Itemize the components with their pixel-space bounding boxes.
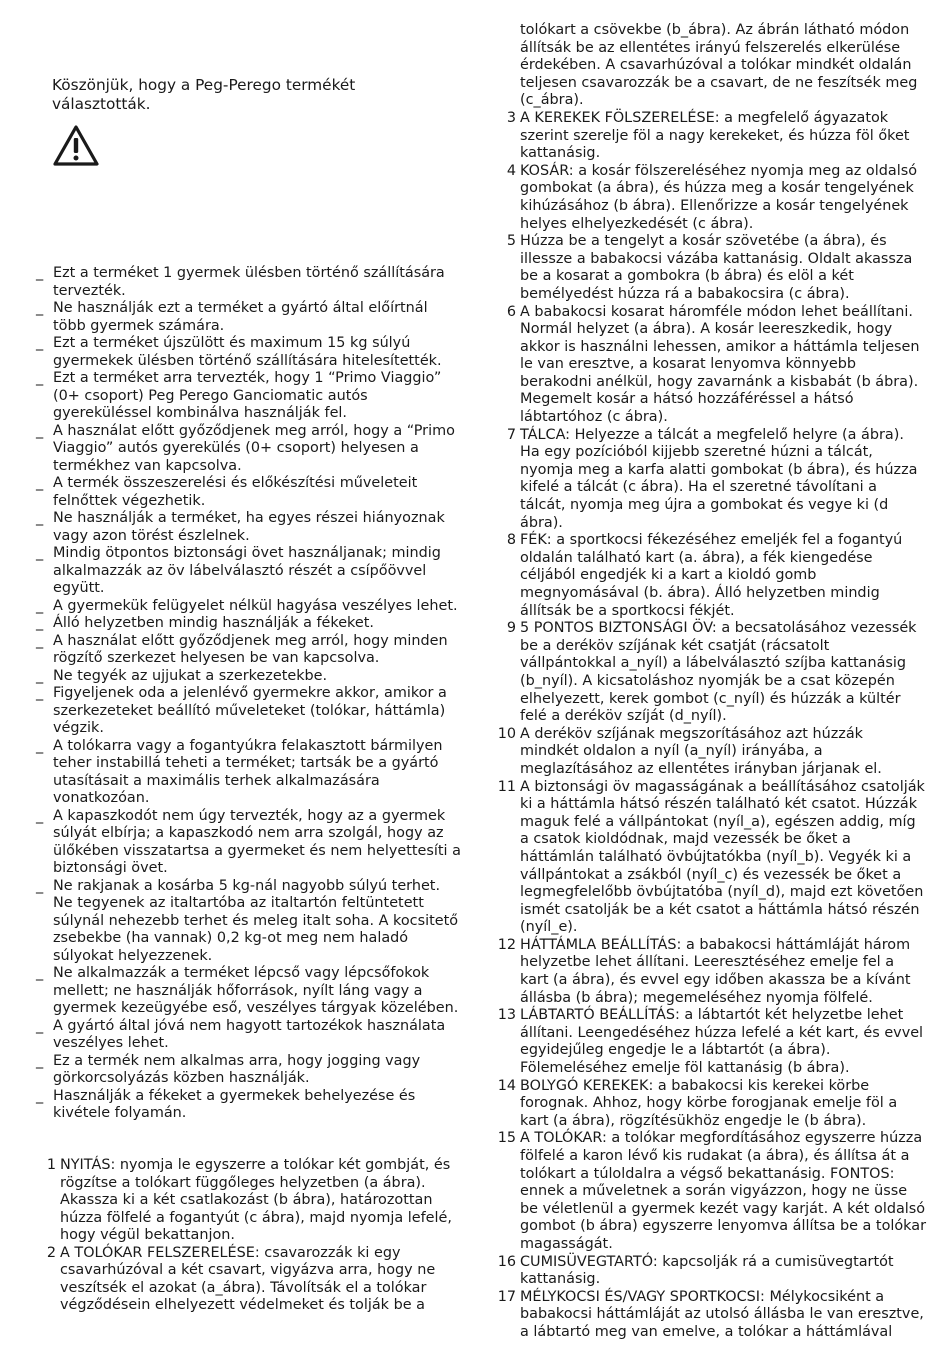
warning-item (36, 423, 461, 476)
step-number: 2 (46, 1244, 56, 1261)
bullet-dash: _ (36, 685, 44, 701)
warning-item (36, 545, 461, 598)
instruction-step (496, 937, 926, 1007)
warning-item (36, 808, 461, 878)
instruction-step (496, 726, 926, 779)
step-text: 5 PONTOS BIZTONSÁGI ÖV: a becsatolásához vezessék be a deréköv szíjának két csatját (rácsatolt vállpántokkal a_nyíl) a lábelválasztó szíjba kattanásig (b_nyíl). A kicsatoláshoz nyomják be a csat közepén elhelyezett, kerek gombot (c_nyíl) és húzzák a kültér felé a deréköv szíját (d_nyíl). (520, 620, 917, 725)
instructions-right-column (496, 22, 926, 1342)
step-text: A babakocsi kosarat háromféle módon lehet beállítani. Normál helyzet (a ábra). A kosár leereszkedik, hogy akkor is használni lehessen, amikor a háttámla teljesen le van eresztve, a kosarat lenyomva könnyebb berakodni anélkül, hogy zavarnánk a kisbabát (b ábra). Megemelt kosár a hátsó hozzáféréssel a hátsó lábtartóhoz (c ábra). (520, 303, 920, 426)
bullet-dash: _ (36, 877, 44, 894)
warning-text: A használat előtt győződjenek meg arról, hogy a “Primo Viaggio” autós gyerekülés (0+ csoport) helyesen a termékhez van kapcsolva. (53, 422, 455, 474)
warnings-list (36, 265, 461, 1123)
warning-item (36, 370, 461, 423)
warning-text: A használat előtt győződjenek meg arról, hogy minden rögzítő szerkezet helyesen be van kapcsolva. (53, 632, 448, 666)
bullet-dash: _ (36, 807, 44, 824)
warning-item (36, 615, 461, 633)
warning-text: A gyártó által jóvá nem hagyott tartozékok használata veszélyes lehet. (53, 1017, 446, 1051)
warning-text: Ne használják ezt a terméket a gyártó által előírtnál több gyermek számára. (53, 300, 428, 334)
warning-text: Ez a termék nem alkalmas arra, hogy jogging vagy görkorcsolyázás közben használják. (53, 1052, 421, 1086)
warning-item (36, 738, 461, 808)
instruction-step (496, 1007, 926, 1077)
bullet-dash: _ (36, 422, 44, 439)
bullet-dash: _ (36, 335, 44, 351)
bullet-dash: _ (36, 737, 44, 754)
step-text: A TOLÓKAR FELSZERELÉSE: csavarozzák ki egy csavarhúzóval a két csavart, vigyázva arra, hogy ne veszítsék el azokat (a_ábra). Távolítsák el a tolókar végződésein elhelyezett védelmeket és tolják be a (60, 1244, 436, 1313)
bullet-dash: _ (36, 545, 44, 561)
warning-text: Ne alkalmazzák a terméket lépcső vagy lépcsőfokok mellett; ne használják hőforrások, nyílt láng vagy a gyermek kezeügyébe eső, veszélyes tárgyak közelében. (53, 965, 459, 1016)
warning-item (36, 300, 461, 335)
warning-item (36, 1088, 461, 1123)
step-text: A KEREKEK FÖLSZERELÉSE: a megfelelő ágyazatok szerint szerelje föl a nagy kerekeket, és húzza föl őket kattanásig. (520, 109, 910, 162)
step-text: TÁLCA: Helyezze a tálcát a megfelelő helyre (a ábra). Ha egy pozícióból kijjebb szeretné húzni a tálcát, nyomja meg a karfa alatti gombokat (b ábra), és húzza kifelé a tálcát (c ábra). Ha el szeretné távolítani a tálcát, nyomja meg újra a gombokat és vegye ki (d ábra). (520, 426, 918, 531)
warning-text: A gyermekük felügyelet nélkül hagyása veszélyes lehet. (53, 597, 458, 614)
step-text: HÁTTÁMLA BEÁLLÍTÁS: a babakocsi háttámláját három helyzetbe lehet állítani. Leeresztéséhez emelje fel a kart (a ábra), és evvel egy időben akassza be a kívánt állásba (b ábra); megemeléséhez nyomja fölfelé. (520, 936, 911, 1006)
instruction-step (496, 779, 926, 937)
warning-text: Figyeljenek oda a jelenlévő gyermekre akkor, amikor a szerkezeteket beállító műveleteket (tolókar, háttámla) végzik. (53, 685, 447, 736)
warning-text: A kapaszkodót nem úgy tervezték, hogy az a gyermek súlyát elbírja; a kapaszkodó nem arra szolgál, hogy az ülőkében visszatartsa a gyermeket és nem helyettesíti a biztonsági övet. (53, 807, 461, 876)
instruction-step (36, 1157, 461, 1245)
bullet-dash: _ (36, 615, 44, 631)
bullet-dash: _ (36, 510, 44, 526)
warning-triangle-icon (52, 124, 100, 168)
bullet-dash: _ (36, 1087, 44, 1104)
step-number: 12 (497, 936, 516, 953)
warning-item (36, 878, 461, 966)
warning-item (36, 1053, 461, 1088)
bullet-dash: _ (36, 300, 44, 316)
instructions-left-column (36, 1157, 461, 1315)
step-text: FÉK: a sportkocsi fékezéséhez emeljék fel a fogantyú oldalán található kart (a. ábra), a fék kiengedése céljából engedjék ki a kart a kioldó gomb megnyomásával (b. ábra). Álló helyzetben mindig állítsák be a sportkocsi fékjét. (520, 532, 903, 619)
bullet-dash: _ (36, 265, 44, 281)
warning-item (36, 668, 461, 686)
step-number: 4 (506, 162, 516, 179)
step-text: CUMISÜVEGTARTÓ: kapcsolják rá a cumisüvegtartót kattanásig. (520, 1253, 894, 1288)
warning-item (36, 510, 461, 545)
step-number: 5 (506, 233, 516, 250)
warning-text: Ne tegyék az ujjukat a szerkezetekbe. (53, 667, 328, 684)
thanks-text: Köszönjük, hogy a Peg-Perego termékét választották. (52, 76, 356, 113)
step-text: NYITÁS: nyomja le egyszerre a tolókar két gombját, és rögzítse a tolókart függőleges helyzetben (a ábra). Akassza ki a két csatlakozást (b ábra), határozottan húzza fölfelé a fogantyút (c ábra), majd nyomja lefelé, hogy végül bekattanjon. (60, 1157, 452, 1243)
instruction-step (496, 163, 926, 233)
bullet-dash: _ (36, 475, 44, 491)
bullet-dash: _ (36, 597, 44, 614)
warning-item (36, 633, 461, 668)
step-number: 3 (506, 109, 516, 126)
warning-text: Mindig ötpontos biztonsági övet használjanak; mindig alkalmazzák az öv lábelválasztó részét a csípőövvel együtt. (53, 545, 441, 596)
warning-text: Ne rakjanak a kosárba 5 kg-nál nagyobb súlyú terhet. Ne tegyenek az italtartóba az italtartón feltüntetett súlynál nehezebb terhet és meleg italt soha. A kocsitető zsebekbe (ha vannak) 0,2 kg-ot meg nem haladó súlyokat helyezzenek. (53, 877, 459, 964)
step-number: 9 (506, 620, 516, 637)
warning-text: Ne használják a terméket, ha egyes részei hiányoznak vagy azon törést észlelnek. (53, 510, 445, 544)
instruction-step (36, 1245, 461, 1315)
step-text: A biztonsági öv magasságának a beállításához csatolják ki a háttámla hátsó részén található két csatot. Húzzák maguk felé a vállpántokat (nyíl_a), egészen addig, míg a csatok kioldódnak, majd vezessék be őket a háttámlán található övbújtatókba (nyíl_b). Vegyék ki a vállpántokat a zsákból (nyíl_c) és vezessék be őket a legmegfelelőbb övbújtatóba (nyíl_d), majd ezt követően ismét csatolják be a két csatot a háttámla hátsó részén (nyíl_e). (520, 778, 925, 936)
step-number: 15 (497, 1130, 516, 1147)
warning-text: Használják a fékeket a gyermekek behelyezése és kivétele folyamán. (53, 1087, 416, 1121)
step-text: MÉLYKOCSI ÉS/VAGY SPORTKOCSI: Mélykocsiként a babakocsi háttámláját az utolsó állásba le van eresztve, a lábtartó meg van emelve, a tolókar a háttámlával (520, 1288, 924, 1340)
step-number: 16 (497, 1253, 516, 1270)
step-number: 17 (497, 1288, 516, 1305)
instruction-step (496, 1130, 926, 1253)
instruction-step (496, 110, 926, 163)
instruction-step (496, 620, 926, 726)
bullet-dash: _ (36, 667, 44, 684)
step-text: LÁBTARTÓ BEÁLLÍTÁS: a lábtartót két helyzetbe lehet állítani. Leengedéséhez húzza lefelé a két kart, és evvel egyidejűleg engedje le a lábtartót (a ábra). Fölemeléséhez emelje föl kattanásig (b ábra). (520, 1007, 924, 1077)
warning-text: Álló helyzetben mindig használják a fékeket. (53, 615, 374, 631)
step-number: 14 (497, 1077, 516, 1094)
instruction-step (496, 22, 926, 110)
warning-item (36, 1018, 461, 1053)
bullet-dash: _ (36, 965, 44, 981)
bullet-dash: _ (36, 1017, 44, 1034)
bullet-dash: _ (36, 632, 44, 649)
step-number: 6 (506, 303, 516, 320)
step-text: Húzza be a tengelyt a kosár szövetébe (a ábra), és illessze a babakocsi vázába kattanásig. Oldalt akassza be a kosarat a gombokra (b ábra) és elöl a két bemélyedést húzza rá a babakocsira (c ábra). (520, 233, 913, 302)
step-number: 10 (497, 725, 516, 742)
instruction-step (496, 304, 926, 427)
instruction-step (496, 532, 926, 620)
step-text: A deréköv szíjának megszorításához azt húzzák mindkét oldalon a nyíl (a_nyíl) irányába, a meglazításához az ellentétes irányban járjanak el. (520, 725, 882, 777)
warning-item (36, 335, 461, 370)
step-text: tolókart a csövekbe (b_ábra). Az ábrán látható módon állítsák be az ellentétes irányú felszerelés elkerülése érdekében. A csavarhúzóval a tolókar mindkét oldalán teljesen csavarozzák be a csavart, de ne feszítsék meg (c_ábra). (520, 22, 918, 109)
step-number: 1 (46, 1157, 56, 1173)
step-number: 11 (497, 778, 516, 795)
warning-item (36, 265, 461, 300)
bullet-dash: _ (36, 1052, 44, 1069)
step-number: 13 (497, 1007, 516, 1024)
warning-text: Ezt a terméket arra tervezték, hogy 1 “Primo Viaggio” (0+ csoport) Peg Perego Ganciomatic autós gyereküléssel kombinálva használják fel. (53, 370, 442, 421)
warning-item (36, 685, 461, 738)
warning-item (36, 598, 461, 616)
step-text: KOSÁR: a kosár fölszereléséhez nyomja meg az oldalsó gombokat (a ábra), és húzza meg a kosár tengelyének kihúzásához (b ábra). Ellenőrizze a kosár tengelyének helyes elhelyezkedését (c ábra). (520, 162, 917, 232)
warning-text: Ezt a terméket újszülött és maximum 15 kg súlyú gyermekek ülésben történő szállítására hitelesítették. (53, 335, 442, 369)
instruction-step (496, 233, 926, 303)
warning-text: Ezt a terméket 1 gyermek ülésben történő szállítására tervezték. (53, 265, 445, 299)
warning-text: A tolókarra vagy a fogantyúkra felakasztott bármilyen teher instabillá teheti a terméket; tartsák be a gyártó utasításait a maximális terhek alkalmazására vonatkozóan. (53, 737, 443, 806)
warning-item (36, 965, 461, 1018)
warning-item (36, 475, 461, 510)
step-text: A TOLÓKAR: a tolókar megfordításához egyszerre húzza fölfelé a karon lévő kis rudakat (a ábra), és állítsa át a tolókart a túloldalra a végső bekattanásig. FONTOS: ennek a műveletnek a során vigyázzon, hogy ne üsse be véletlenül a gyermek kezét vagy karját. A két oldalsó gombot (b ábra) egyszerre lenyomva állítsa be a tolókar magasságát. (520, 1130, 927, 1252)
bullet-dash: _ (36, 370, 44, 386)
instruction-step (496, 1289, 926, 1342)
instruction-step (496, 1078, 926, 1131)
step-number: 8 (506, 532, 516, 549)
warning-text: A termék összeszerelési és előkészítési műveleteit felnőttek végezhetik. (53, 475, 418, 509)
instruction-step (496, 427, 926, 533)
step-text: BOLYGÓ KEREKEK: a babakocsi kis kerekei körbe forognak. Ahhoz, hogy körbe forogjanak emelje föl a kart (a ábra), rögzítésükhöz engedje le (b ábra). (520, 1077, 898, 1129)
step-number: 7 (506, 426, 516, 443)
instruction-step (496, 1254, 926, 1289)
